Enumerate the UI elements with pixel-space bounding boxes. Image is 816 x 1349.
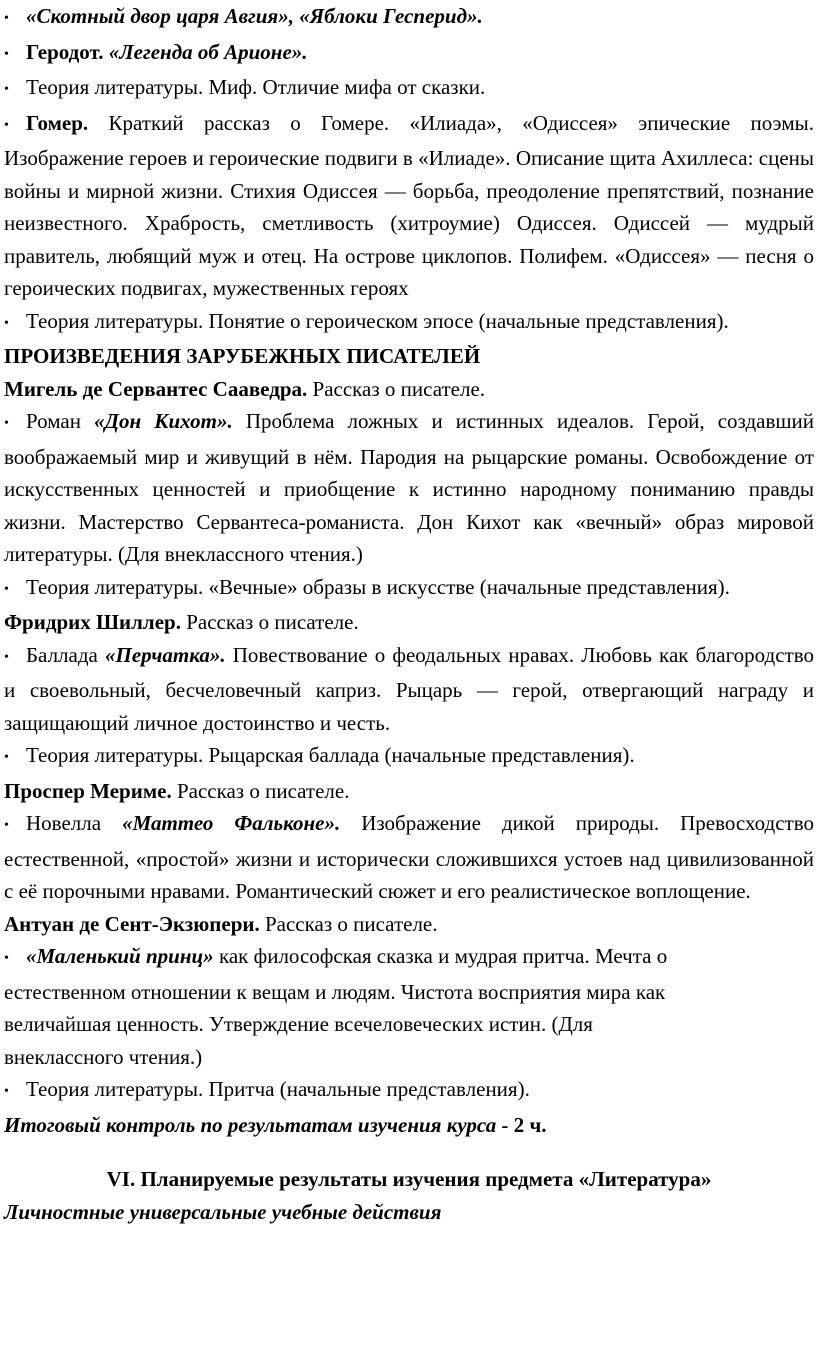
about-text: Рассказ о писателе. [264,911,438,936]
body-text: Изображение дикой природы. Превосходство естественной, «простой» жизни и исторически сложившихся устоев над цивилизованной с её порочными нравами. Романтический сюжет и его реалистическое воплощение. [4,811,815,903]
work-title: «Скотный двор царя Авгия», «Яблоки Гесперид». [26,4,483,28]
paragraph-mateo [4,807,814,908]
bullet-icon: • [4,315,9,331]
body-line: внеклассного чтения.) [4,1044,203,1069]
paragraph-merimee-author [4,775,814,808]
paragraph-theory-parable [4,1073,814,1109]
theory-text: Теория литературы. Миф. Отличие мифа от сказки. [26,75,486,99]
author-name: Проспер Мериме. [4,778,172,803]
work-title: «Дон Кихот». [94,409,233,433]
bullet-icon: • [4,117,9,133]
bullet-icon: • [4,750,9,765]
body-text: Повествование о феодальных нравах. Любовь как благородство и своевольный, бесчеловечный каприз. Рыцарь — герой, отвергающий награду и защищающий личное достоинство и честь. [4,642,815,735]
paragraph-theory-myth [4,71,814,107]
final-control-text: Итоговый контроль по результатам изучения курса - [4,1112,509,1137]
paragraph-schiller-author [4,606,814,639]
paragraph-myths [4,0,814,36]
bullet-icon: • [4,818,9,833]
lead-text: Новелла [26,811,102,835]
body-line: как философская сказка и мудрая притча. Мечта о [218,944,668,968]
body-text: Проблема ложных и истинных идеалов. Герой, создавший воображаемый мир и живущий в нём. Пародия на рыцарские романы. Освобождение от искусственных ценностей и приобщение к истинно народному пониманию правды жизни. Мастерство Сервантеса-романиста. Дон Кихот как «вечный» образ мировой литературы. (Для внеклассного чтения.) [4,409,815,566]
paragraph-cervantes-author [4,373,814,406]
theory-text: Теория литературы. «Вечные» образы в искусстве (начальные представления). [26,574,730,599]
lead-text: Роман [26,409,81,433]
bullet-icon: • [4,11,9,26]
paragraph-don-quixote [4,405,814,571]
paragraph-theory-ballad [4,739,814,775]
section-heading-foreign: ПРОИЗВЕДЕНИЯ ЗАРУБЕЖНЫХ ПИСАТЕЛЕЙ [4,344,481,368]
work-title: «Легенда об Арионе». [108,39,308,64]
bullet-icon: • [4,416,9,431]
bullet-icon: • [4,951,9,966]
about-text: Рассказ о писателе. [186,610,359,634]
theory-text: Теория литературы. Притча (начальные представления). [26,1077,530,1101]
theory-text: Теория литературы. Рыцарская баллада (начальные представления). [26,743,635,767]
author-name: Мигель де Сервантес Сааведра. [4,376,308,401]
final-control-hours: 2 ч. [513,1112,547,1137]
bullet-icon: • [4,46,9,62]
paragraph-glove [4,639,814,740]
body-line: естественном отношении к вещам и людям. Чистота восприятия мира как [4,979,666,1004]
bullet-icon: • [4,649,9,665]
lead-text: Баллада [26,642,98,667]
theory-text: Теория литературы. Понятие о героическом эпосе (начальные представления). [26,308,729,333]
body-line: величайшая ценность. Утверждение всечеловеческих истин. (Для [4,1012,593,1036]
paragraph-final-control [4,1109,814,1142]
work-title: «Перчатка». [105,642,226,667]
paragraph-theory-eternal [4,571,814,607]
work-title: «Маленький принц» [26,944,214,968]
work-title: «Маттео Фальконе». [122,811,341,835]
bullet-icon: • [4,82,9,97]
author-name: Антуан де Сент-Экзюпери. [4,911,260,936]
about-text: Рассказ о писателе. [176,778,350,803]
author-name: Геродот. [26,39,104,64]
about-text: Рассказ о писателе. [312,376,486,401]
paragraph-herodotus [4,36,814,72]
subsection-title: Личностные универсальные учебные действия [4,1199,442,1224]
paragraph-homer [4,107,814,305]
bullet-icon: • [4,581,9,597]
spacer [4,1141,814,1163]
author-name: Фридрих Шиллер. [4,610,181,634]
body-text: Краткий рассказ о Гомере. «Илиада», «Одиссея» эпические поэмы. Изображение героев и героические подвиги в «Илиаде». Описание щита Ахиллеса: сцены войны и мирной жизни. Стихия Одиссея — борьба, преодоление препятствий, познание неизвестного. Храбрость, сметливость (хитроумие) Одиссея. Одиссей — мудрый правитель, любящий муж и отец. На острове циклопов. Полифем. «Одиссея» — песня о героических подвигах, мужественных героях [4,110,815,300]
author-name: Гомер. [26,110,89,135]
paragraph-theory-epic [4,305,814,341]
bullet-icon: • [4,1084,9,1099]
paragraph-exupery-author [4,908,814,941]
section-title: VI. Планируемые результаты изучения предмета «Литература» [106,1167,712,1191]
paragraph-little-prince [4,940,814,1073]
